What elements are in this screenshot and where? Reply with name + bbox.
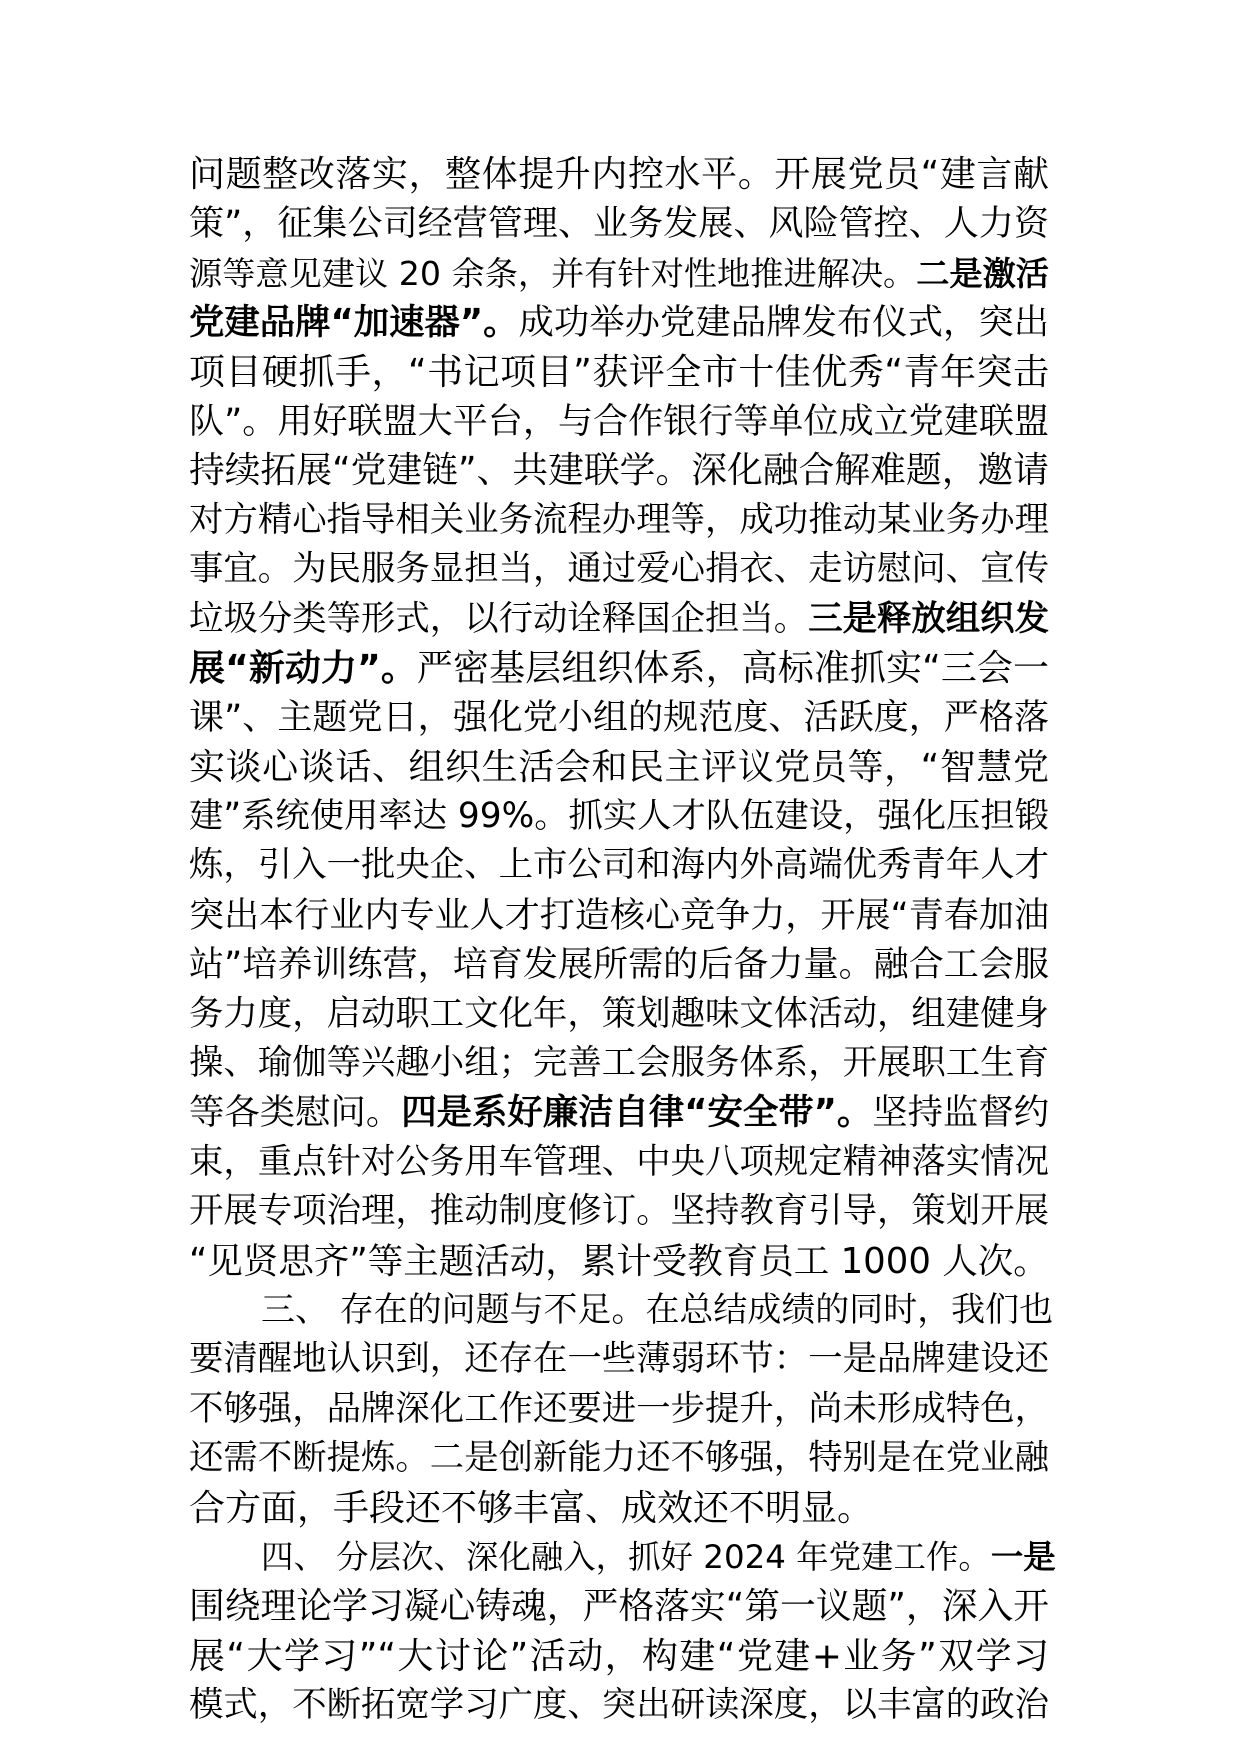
text-line [189,792,1049,841]
text-line [189,1335,1049,1384]
body-text-segment: 开展专项治理，推动制度修订。坚持教育引导，策划开展 [189,1191,1049,1232]
body-text-segment: 三、 存在的问题与不足。在总结成绩的同时，我们也 [261,1289,1054,1330]
body-text-segment: 对方精心指导相关业务流程办理等，成功推动某业务办理 [189,499,1049,540]
body-text-segment: 策”，征集公司经营管理、业务发展、风险管控、人力资 [189,203,1049,245]
body-text-segment: 课”、主题党日，强化党小组的规范度、活跃度，严格落 [189,697,1049,739]
text-line [189,644,1049,693]
body-text-segment: 问题整改落实，整体提升内控水平。开展党员“建言献 [189,154,1049,195]
text-line [189,1385,1049,1434]
body-text-segment: 建”系统使用率达 99%。抓实人才队伍建设，强化压担锻 [189,796,1049,837]
text-line [189,990,1049,1039]
text-line [189,1187,1049,1236]
body-text-segment: 不够强，品牌深化工作还要进一步提升，尚未形成特色， [189,1388,1049,1429]
text-line [189,1632,1049,1681]
text-line [189,1138,1049,1187]
body-text-segment: 操、瑜伽等兴趣小组；完善工会服务体系，开展职工生育 [189,1043,1049,1084]
text-line [189,249,1049,298]
body-text-segment: 务力度，启动职工文化年，策划趣味文体活动，组建健身 [189,993,1049,1034]
body-text-segment: 事宜。为民服务显担当，通过爱心捐衣、走访慰问、宣传 [189,549,1049,590]
body-text-segment: 等各类慰问。 [189,1092,402,1134]
body-text-segment: 围绕理论学习凝心铸魂，严格落实“第一议题”，深入开 [189,1586,1050,1628]
text-line [189,446,1049,495]
body-text-segment: 垃圾分类等形式，以行动诠释国企担当。 [189,598,809,639]
body-text-segment: 实谈心谈话、组织生活会和民主评议党员等，“智慧党 [189,746,1049,788]
body-text-segment: 持续拓展“党建链”、共建联学。深化融合解难题，邀请 [189,450,1050,492]
text-line [189,891,1049,940]
body-text-segment: 项目硬抓手，“书记项目”获评全市十佳优秀“青年突击 [189,351,1049,393]
bold-heading-text: 二是激活 [916,253,1049,293]
bold-heading-text: 展“新动力”。 [189,647,417,689]
text-line [189,496,1049,545]
body-text-segment: 成功举办党建品牌发布仪式，突出 [518,302,1050,344]
text-line [189,348,1049,397]
text-line [189,1039,1049,1088]
text-line [189,1533,1056,1582]
text-line [189,1237,1049,1286]
body-text-segment: 模式，不断拓宽学习广度、突出研读深度，以丰富的政治 [189,1685,1049,1726]
text-line [189,743,1049,792]
body-text-segment: 队”。用好联盟大平台，与合作银行等单位成立党建联盟 [189,400,1049,442]
body-text-segment: “见贤思齐”等主题活动，累计受教育员工 1000 人次。 [189,1240,1049,1282]
bold-heading-text: 三是释放组织发 [808,598,1049,639]
body-text-segment: 站”培养训练营，培育发展所需的后备力量。融合工会服 [189,944,1049,986]
body-text-segment: 四、 分层次、深化融入，抓好 2024 年党建工作。 [261,1537,991,1576]
text-line [189,595,1049,644]
text-line [189,940,1049,989]
body-text-segment: 还需不断提炼。二是创新能力还不够强，特别是在党业融 [189,1438,1049,1479]
text-line [189,397,1049,446]
bold-heading-text: 四是系好廉洁自律“安全带”。 [401,1092,873,1134]
text-line [189,150,1049,199]
text-line [189,545,1049,594]
body-text-segment: 展“大学习”“大讨论”活动，构建“党建+业务”双学习 [189,1635,1049,1677]
body-text-segment: 突出本行业内专业人才打造核心竞争力，开展“青春加油 [189,894,1049,936]
text-line [189,693,1049,742]
body-text-segment: 坚持监督约 [872,1092,1050,1134]
text-line [189,1484,1049,1533]
body-text-segment: 源等意见建议 20 余条，并有针对性地推进解决。 [189,253,917,293]
text-line [189,1434,1049,1483]
bold-heading-text: 一是 [990,1537,1056,1576]
text-line [189,298,1049,347]
text-line [189,1088,1049,1137]
body-text-segment: 合方面，手段还不够丰富、成效还不明显。 [189,1487,874,1529]
body-text-segment: 束，重点针对公务用车管理、中央八项规定精神落实情况 [189,1141,1049,1182]
body-text [189,150,1056,1731]
text-line [189,199,1049,248]
body-text-segment: 炼，引入一批央企、上市公司和海内外高端优秀青年人才 [189,845,1049,886]
body-text-segment: 严密基层组织体系，高标准抓实“三会一 [416,647,1050,689]
text-line [189,1286,1054,1335]
text-line [189,1681,1049,1730]
body-text-segment: 要清醒地认识到，还存在一些薄弱环节：一是品牌建设还 [189,1339,1049,1380]
text-line [189,1582,1049,1631]
bold-heading-text: 党建品牌“加速器”。 [189,302,519,344]
text-line [189,841,1049,890]
